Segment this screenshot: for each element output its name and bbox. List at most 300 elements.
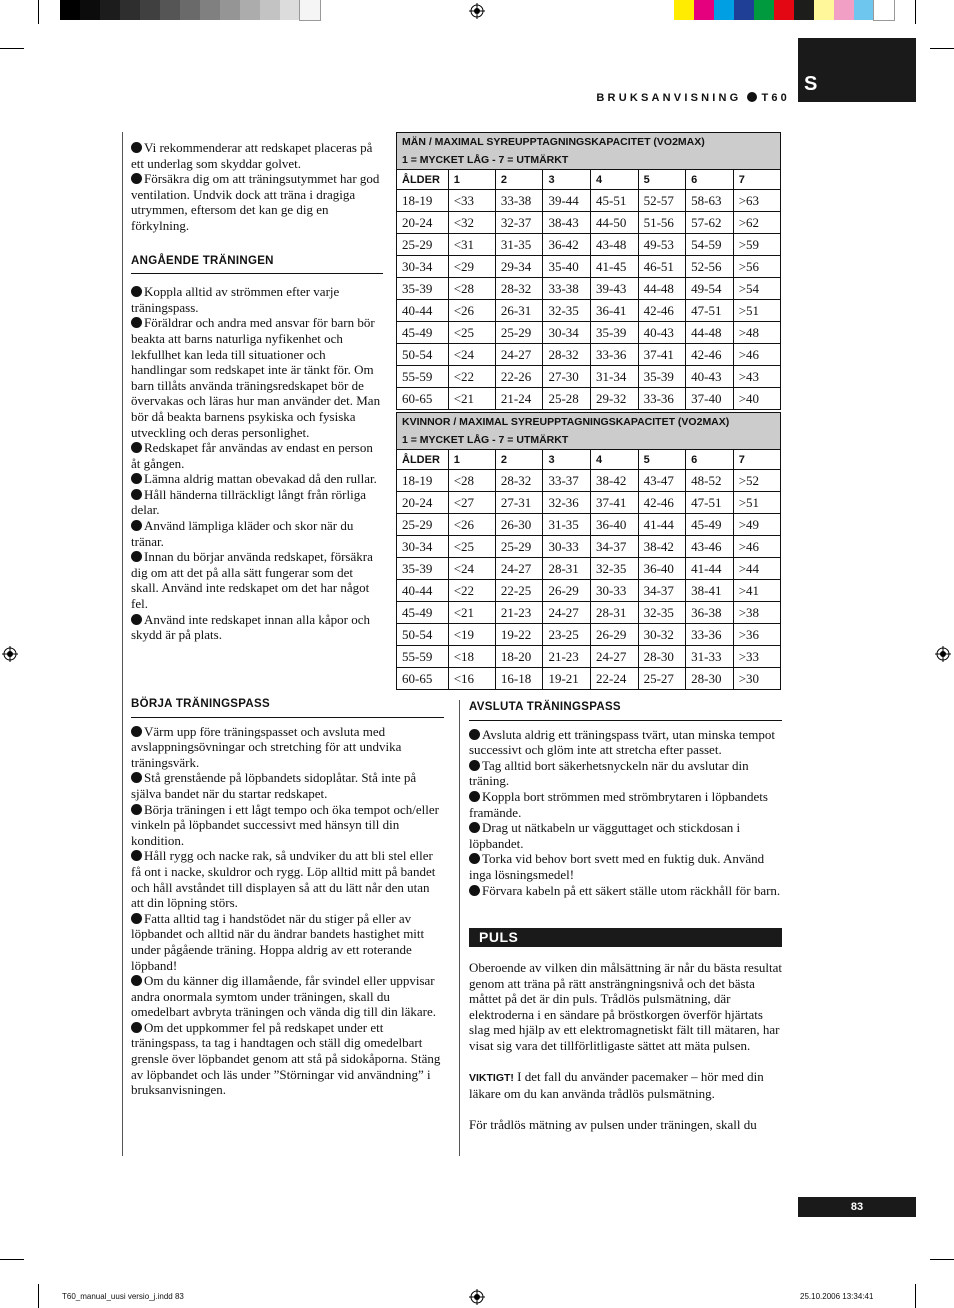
color-swatch (260, 0, 280, 20)
color-swatch (714, 0, 734, 20)
list-item (469, 851, 782, 882)
vo2max-table-women (396, 412, 781, 690)
bullet-icon (469, 729, 480, 740)
color-swatch (60, 0, 80, 20)
table-cell: 40-44 (397, 300, 449, 322)
table-cell: >54 (733, 278, 780, 300)
table-row (397, 492, 781, 514)
table-row (397, 624, 781, 646)
table-row (397, 322, 781, 344)
table-cell: 36-40 (638, 558, 686, 580)
intro-list (131, 140, 383, 234)
table-header-row (397, 170, 781, 190)
crop-mark (0, 1259, 24, 1260)
table-cell: 43-48 (591, 234, 639, 256)
list-item-text: Vi rekommenderar att redskapet placeras på ett underlag som skyddar golvet. (131, 140, 373, 171)
table-cell: 31-35 (495, 234, 543, 256)
column-header: 5 (638, 450, 686, 470)
column-header: ÅLDER (397, 450, 449, 470)
table-cell: >48 (733, 322, 780, 344)
list-item (469, 758, 782, 789)
table-cell: <21 (448, 602, 495, 624)
table-row (397, 470, 781, 492)
puls-warning (469, 1069, 782, 1102)
table-cell: 32-35 (638, 602, 686, 624)
list-item-text: Om det uppkommer fel på redskapet under ett träningspass, ta tag i handtagen och ställ dig omedelbart grensle över löpbandet genom att stå på sidokåporna. Stäng av löpbandet och läs under ”Störningar vid användning” i bruksanvisningen. (131, 1019, 441, 1098)
crop-mark (915, 1284, 916, 1308)
list-item-text: Lämna aldrig mattan obevakad då den rullar. (144, 471, 377, 487)
table-cell: 54-59 (686, 234, 734, 256)
bullet-icon (747, 92, 757, 102)
table-cell: >30 (733, 668, 780, 690)
column-header: 2 (495, 170, 543, 190)
color-swatch (794, 0, 814, 20)
table-cell: 49-54 (686, 278, 734, 300)
table-cell: >38 (733, 602, 780, 624)
bullet-icon (469, 853, 480, 864)
table-cell: 60-65 (397, 668, 449, 690)
table-cell: 37-40 (686, 388, 734, 410)
list-item (131, 848, 444, 910)
right-column (469, 700, 782, 898)
list-item-text: Håll händerna tillräckligt långt från rörliga delar. (131, 486, 366, 518)
table-cell: 44-50 (591, 212, 639, 234)
list-item-text: Föräldrar och andra med ansvar för barn bör beakta att barns naturliga nyfikenhet och lekfullhet kan leda till situationer och handlingar som redskapet inte är tänkt för. Om barn tillåts använda träningsredskapet bör de övervakas och läras hur man använder det. Man bör då beakta barnens psykiska och fysiska utveckling och deras personlighet. (131, 315, 381, 440)
color-swatch (774, 0, 794, 20)
table-cell: 19-22 (495, 624, 543, 646)
list-item-text: Börja träningen i ett lågt tempo och öka tempot och/eller vinkeln på löpbandet successivt med hänsyn till din kondition. (131, 801, 439, 848)
column-header: 7 (733, 450, 780, 470)
table-cell: 45-49 (686, 514, 734, 536)
table-cell: <21 (448, 388, 495, 410)
crop-mark (930, 1259, 954, 1260)
footer-file: T60_manual_uusi versio_j.indd 83 (62, 1292, 184, 1301)
bullet-icon (131, 489, 142, 500)
table-cell: 30-34 (397, 536, 449, 558)
table-cell: 21-23 (543, 646, 591, 668)
table-cell: 16-18 (495, 668, 543, 690)
registration-mark-icon (2, 646, 18, 662)
table-cell: 58-63 (686, 190, 734, 212)
bullet-icon (469, 760, 480, 771)
list-item (131, 440, 383, 471)
bullet-icon (131, 1022, 142, 1033)
list-item-text: Tag alltid bort säkerhetsnyckeln när du avslutar din träning. (469, 757, 749, 789)
table-cell: <31 (448, 234, 495, 256)
table-cell: 25-28 (543, 388, 591, 410)
column-header: 7 (733, 170, 780, 190)
table-cell: 27-30 (543, 366, 591, 388)
table-cell: >49 (733, 514, 780, 536)
table-cell: 33-38 (543, 278, 591, 300)
list-item (131, 140, 383, 171)
table-cell: 43-46 (686, 536, 734, 558)
table-cell: 33-36 (686, 624, 734, 646)
bullet-icon (131, 772, 142, 783)
table-cell: 30-34 (397, 256, 449, 278)
column-header: 4 (591, 450, 639, 470)
list-item (131, 471, 383, 487)
table-cell: 44-48 (638, 278, 686, 300)
table-cell: 36-38 (686, 602, 734, 624)
table-cell: 24-27 (543, 602, 591, 624)
angaende-list (131, 284, 383, 643)
table-row (397, 668, 781, 690)
puls-column (469, 960, 782, 1132)
color-swatch (200, 0, 220, 20)
bullet-icon (131, 975, 142, 986)
table-cell: 42-46 (686, 344, 734, 366)
registration-mark-icon (469, 1289, 485, 1305)
table-cell: 35-40 (543, 256, 591, 278)
list-item-text: Koppla alltid av strömmen efter varje träningspass. (131, 284, 340, 315)
table-cell: 32-35 (543, 300, 591, 322)
list-item (131, 171, 383, 233)
table-cell: 33-37 (543, 470, 591, 492)
color-swatch (140, 0, 160, 20)
crop-mark (915, 0, 916, 24)
puls-continuation: För trådlös mätning av pulsen under träningen, skall du (469, 1116, 757, 1132)
table-row (397, 256, 781, 278)
table-cell: 37-41 (638, 344, 686, 366)
table-cell: >46 (733, 344, 780, 366)
vo2max-table-men (396, 132, 781, 410)
table-cell: 27-31 (495, 492, 543, 514)
table-cell: 41-44 (638, 514, 686, 536)
table-cell: 32-37 (495, 212, 543, 234)
bullet-icon (131, 473, 142, 484)
column-header: 6 (686, 450, 734, 470)
crop-mark (930, 48, 954, 49)
table-cell: 50-54 (397, 624, 449, 646)
color-swatch (80, 0, 100, 20)
bullet-icon (131, 804, 142, 815)
table-cell: 55-59 (397, 366, 449, 388)
puls-paragraph: Oberoende av vilken din målsättning är når du bästa resultat genom att träna på rätt ansträngningsnivå och det bästa måttet på det är din puls. Trådlös pulsmätning, där elektroderna i en sändare på bröstkorgen överför hjärtats slag med hjälp av ett elektromagnetiskt fält till mätaren, har visat sig vara det tillförlitligaste sättet att mäta pulsen. (469, 960, 782, 1053)
table-cell: 44-48 (686, 322, 734, 344)
table-cell: <24 (448, 344, 495, 366)
model-label: T60 (761, 92, 790, 104)
table-cell: >52 (733, 470, 780, 492)
list-item (131, 487, 383, 518)
table-cell: 55-59 (397, 646, 449, 668)
table-cell: >59 (733, 234, 780, 256)
table-cell: 28-32 (495, 278, 543, 300)
table-cell: 21-23 (495, 602, 543, 624)
table-header-row (397, 450, 781, 470)
table-cell: 24-27 (495, 344, 543, 366)
table-row (397, 366, 781, 388)
table-cell: <32 (448, 212, 495, 234)
avsluta-list (469, 727, 782, 899)
column-header: 2 (495, 450, 543, 470)
list-item-text: Innan du börjar använda redskapet, försäkra dig om att det på alla sätt fungerar som det skall. Använd inte redskapet om det har något fel. (131, 549, 373, 612)
table-cell: 21-24 (495, 388, 543, 410)
borja-list (131, 724, 444, 1098)
table-cell: 29-32 (591, 388, 639, 410)
table-cell: 28-30 (638, 646, 686, 668)
table-cell: >44 (733, 558, 780, 580)
table-cell: 36-42 (543, 234, 591, 256)
bullet-icon (469, 885, 480, 896)
crop-mark (0, 48, 24, 49)
table-cell: 18-19 (397, 470, 449, 492)
table-row (397, 278, 781, 300)
column-header: 1 (448, 170, 495, 190)
color-swatch (300, 0, 320, 20)
table-cell: 45-51 (591, 190, 639, 212)
table-cell: 31-33 (686, 646, 734, 668)
table-cell: 30-33 (543, 536, 591, 558)
table-cell: <29 (448, 256, 495, 278)
table-cell: 39-44 (543, 190, 591, 212)
color-swatch (814, 0, 834, 20)
table-cell: 29-34 (495, 256, 543, 278)
footer-timestamp: 25.10.2006 13:34:41 (800, 1292, 874, 1301)
bullet-icon (131, 442, 142, 453)
table-cell: 35-39 (638, 366, 686, 388)
table-cell: 32-35 (591, 558, 639, 580)
table-row (397, 300, 781, 322)
bullet-icon (131, 850, 142, 861)
list-item (469, 883, 782, 899)
table-row (397, 580, 781, 602)
section-title-puls: PULS (469, 928, 782, 947)
list-item-text: Använd inte redskapet innan alla kåpor och skydd är på plats. (131, 611, 370, 643)
table-cell: 28-32 (543, 344, 591, 366)
table-cell: 38-41 (686, 580, 734, 602)
table-row (397, 344, 781, 366)
table-row (397, 602, 781, 624)
gray-color-bar (60, 0, 320, 20)
table-cell: <26 (448, 514, 495, 536)
color-swatch (160, 0, 180, 20)
table-cell: >36 (733, 624, 780, 646)
list-item (131, 612, 383, 643)
table-cell: 30-32 (638, 624, 686, 646)
column-header: 1 (448, 450, 495, 470)
table-cell: 26-31 (495, 300, 543, 322)
table-row (397, 514, 781, 536)
table-cell: 25-29 (397, 234, 449, 256)
table-cell: <24 (448, 558, 495, 580)
warning-text: I det fall du använder pacemaker – hör med din läkare om du kan använda trådlös pulsmätning. (469, 1068, 764, 1102)
table-cell: <18 (448, 646, 495, 668)
table-cell: 19-21 (543, 668, 591, 690)
table-cell: 42-46 (638, 492, 686, 514)
borja-column (131, 697, 444, 1098)
color-swatch (754, 0, 774, 20)
table-cell: 20-24 (397, 212, 449, 234)
table-cell: 40-44 (397, 580, 449, 602)
list-item (131, 549, 383, 611)
table-cell: >46 (733, 536, 780, 558)
table-cell: 38-43 (543, 212, 591, 234)
color-swatch (674, 0, 694, 20)
table-cell: 35-39 (591, 322, 639, 344)
running-header (540, 92, 790, 104)
table-cell: >51 (733, 300, 780, 322)
page-number: 83 (798, 1197, 916, 1217)
bullet-icon (469, 822, 480, 833)
table-cell: 18-19 (397, 190, 449, 212)
table-cell: 30-34 (543, 322, 591, 344)
table-cell: 32-36 (543, 492, 591, 514)
table-cell: 33-38 (495, 190, 543, 212)
table-cell: 34-37 (638, 580, 686, 602)
table-title: MÄN / MAXIMAL SYREUPPTAGNINGSKAPACITET (VO2MAX) (397, 133, 781, 152)
list-item (131, 315, 383, 440)
crop-mark (38, 1284, 39, 1308)
table-cell: <25 (448, 536, 495, 558)
column-divider (122, 132, 123, 1156)
table-row (397, 646, 781, 668)
table-row (397, 234, 781, 256)
table-cell: 33-36 (638, 388, 686, 410)
section-title-borja: BÖRJA TRÄNINGSPASS (131, 697, 444, 718)
list-item-text: Koppla bort strömmen med strömbrytaren i löpbandets framände. (469, 788, 768, 820)
color-swatch (220, 0, 240, 20)
section-letter: S (804, 73, 818, 95)
table-cell: <25 (448, 322, 495, 344)
table-cell: 23-25 (543, 624, 591, 646)
column-header: ÅLDER (397, 170, 449, 190)
table-cell: 51-56 (638, 212, 686, 234)
color-swatch (280, 0, 300, 20)
table-cell: 18-20 (495, 646, 543, 668)
bullet-icon (131, 726, 142, 737)
list-item (131, 724, 444, 771)
table-row (397, 558, 781, 580)
bullet-icon (131, 551, 142, 562)
registration-mark-icon (469, 3, 485, 19)
table-cell: 25-29 (495, 536, 543, 558)
list-item (131, 973, 444, 1020)
list-item-text: Försäkra dig om att träningsutymmet har god ventilation. Undvik dock att träna i dragiga utrymmen, eftersom det kan ge dig en förkylning. (131, 171, 380, 233)
list-item-text: Redskapet får användas av endast en person åt gången. (131, 440, 373, 471)
table-cell: 42-46 (638, 300, 686, 322)
list-item-text: Avsluta aldrig ett träningspass tvärt, utan minska tempot successivt och glöm inte att stretcha efter passet. (469, 726, 775, 758)
table-cell: 46-51 (638, 256, 686, 278)
table-subtitle: 1 = MYCKET LÅG - 7 = UTMÄRKT (397, 431, 781, 450)
table-cell: 24-27 (495, 558, 543, 580)
table-cell: >62 (733, 212, 780, 234)
list-item (131, 802, 444, 849)
table-cell: 48-52 (686, 470, 734, 492)
bullet-icon (131, 286, 142, 297)
table-cell: 26-29 (543, 580, 591, 602)
list-item (131, 284, 383, 315)
table-cell: 52-57 (638, 190, 686, 212)
list-item (469, 789, 782, 820)
table-cell: >43 (733, 366, 780, 388)
bullet-icon (131, 614, 142, 625)
color-swatch (834, 0, 854, 20)
table-cell: 43-47 (638, 470, 686, 492)
table-row (397, 536, 781, 558)
column-header: 3 (543, 170, 591, 190)
column-header: 4 (591, 170, 639, 190)
section-title-angaende: ANGÅENDE TRÄNINGEN (131, 254, 383, 275)
list-item-text: Värm upp före träningspasset och avsluta med avslappningsövningar och stretching för att undvika träningsvärk. (131, 723, 402, 770)
table-cell: 47-51 (686, 300, 734, 322)
list-item (131, 1020, 444, 1098)
list-item-text: Använd lämpliga kläder och skor när du tränar. (131, 518, 354, 549)
warning-label: VIKTIGT! (469, 1071, 514, 1084)
bullet-icon (131, 520, 142, 531)
table-cell: 31-35 (543, 514, 591, 536)
color-swatch (874, 0, 894, 20)
table-cell: 25-29 (397, 514, 449, 536)
table-cell: 40-43 (686, 366, 734, 388)
bullet-icon (131, 317, 142, 328)
registration-mark-icon (935, 646, 951, 662)
table-cell: 60-65 (397, 388, 449, 410)
table-cell: >40 (733, 388, 780, 410)
table-cell: 22-26 (495, 366, 543, 388)
list-item-text: Om du känner dig illamående, får svindel eller uppvisar andra onormala symtom under träningen, skall du omedelbart avbryta träningen och vända dig till din läkare. (131, 973, 437, 1020)
table-cell: 25-29 (495, 322, 543, 344)
table-cell: >33 (733, 646, 780, 668)
list-item-text: Fatta alltid tag i handstödet när du stiger på eller av löpbandet och alltid när du ändrar bandets hastighet mitt under pågående träning. Hoppa aldrig av ett roterande löpband! (131, 910, 425, 973)
table-cell: 33-36 (591, 344, 639, 366)
table-cell: 28-31 (591, 602, 639, 624)
list-item-text: Håll rygg och nacke rak, så undviker du att bli stel eller få ont i nacke, skuldror och rygg. Löp alltid mitt på bandet och håll avståndet till displayen så att du lätt når den utan att din löpning störs. (131, 848, 436, 911)
table-cell: <27 (448, 492, 495, 514)
crop-mark (38, 0, 39, 24)
list-item (131, 518, 383, 549)
table-subtitle: 1 = MYCKET LÅG - 7 = UTMÄRKT (397, 151, 781, 170)
list-item-text: Stå grenstående på löpbandets sidoplåtar. Stå inte på själva bandet när du startar redskapet. (131, 770, 417, 801)
list-item (131, 770, 444, 801)
table-cell: 52-56 (686, 256, 734, 278)
color-swatch (240, 0, 260, 20)
table-cell: 24-27 (591, 646, 639, 668)
table-cell: 26-30 (495, 514, 543, 536)
list-item-text: Torka vid behov bort svett med en fuktig duk. Använd inga lösningsmedel! (469, 851, 765, 882)
table-cell: 45-49 (397, 322, 449, 344)
table-cell: 36-41 (591, 300, 639, 322)
table-cell: 40-43 (638, 322, 686, 344)
table-cell: 41-45 (591, 256, 639, 278)
table-cell: 25-27 (638, 668, 686, 690)
table-cell: 39-43 (591, 278, 639, 300)
table-cell: >63 (733, 190, 780, 212)
table-cell: >51 (733, 492, 780, 514)
table-cell: <22 (448, 580, 495, 602)
section-title-avsluta: AVSLUTA TRÄNINGSPASS (469, 700, 782, 721)
cmyk-color-bar (674, 0, 894, 20)
table-cell: 37-41 (591, 492, 639, 514)
table-cell: 30-33 (591, 580, 639, 602)
color-swatch (694, 0, 714, 20)
table-cell: 57-62 (686, 212, 734, 234)
list-item (469, 820, 782, 851)
table-cell: 50-54 (397, 344, 449, 366)
color-swatch (120, 0, 140, 20)
table-cell: 47-51 (686, 492, 734, 514)
left-column (131, 140, 383, 643)
table-cell: <22 (448, 366, 495, 388)
table-cell: <33 (448, 190, 495, 212)
table-cell: 36-40 (591, 514, 639, 536)
table-cell: 45-49 (397, 602, 449, 624)
table-cell: 49-53 (638, 234, 686, 256)
table-cell: <19 (448, 624, 495, 646)
section-tab (798, 38, 916, 102)
column-header: 3 (543, 450, 591, 470)
table-cell: 20-24 (397, 492, 449, 514)
